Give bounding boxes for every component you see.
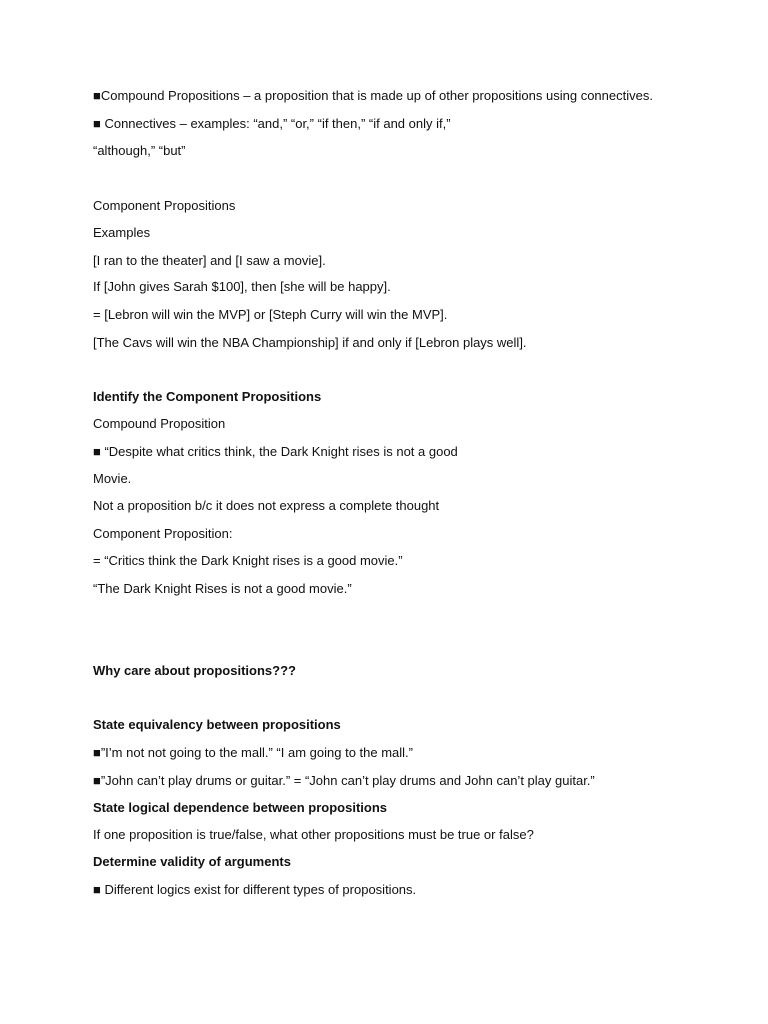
line-not-a-proposition: Not a proposition b/c it does not express a complete thought (93, 498, 440, 513)
line-example-mvp: = [Lebron will win the MVP] or [Steph Curry will win the MVP]. (93, 307, 448, 322)
line-identify-heading: Identify the Component Propositions (93, 389, 322, 404)
line-drums-guitar-example: ■”John can’t play drums or guitar.” = “John can’t play drums and John can’t play guitar.” (93, 773, 595, 788)
line-critics-think: = “Critics think the Dark Knight rises is a good movie.” (93, 553, 403, 568)
line-dark-knight-quote: ■ “Despite what critics think, the Dark Knight rises is not a good (93, 444, 458, 459)
line-component-propositions-heading: Component Propositions (93, 198, 236, 213)
line-movie: Movie. (93, 471, 132, 486)
line-different-logics: ■ Different logics exist for different types of propositions. (93, 882, 417, 897)
line-example-john-sarah: If [John gives Sarah $100], then [she will be happy]. (93, 279, 391, 294)
line-compound-propositions-definition: ■Compound Propositions – a proposition that is made up of other propositions using connectives. (93, 88, 653, 103)
line-connectives-continued: “although,” “but” (93, 143, 186, 158)
line-example-cavs: [The Cavs will win the NBA Championship] if and only if [Lebron plays well]. (93, 335, 527, 350)
line-dark-knight-not-good: “The Dark Knight Rises is not a good movie.” (93, 581, 352, 596)
line-why-care-heading: Why care about propositions??? (93, 663, 296, 678)
line-example-theater: [I ran to the theater] and [I saw a movie]. (93, 253, 326, 268)
line-mall-example: ■”I’m not not going to the mall.” “I am going to the mall.” (93, 745, 413, 760)
line-compound-proposition-label: Compound Proposition (93, 416, 226, 431)
line-true-false-question: If one proposition is true/false, what other propositions must be true or false? (93, 827, 534, 842)
line-connectives-examples: ■ Connectives – examples: “and,” “or,” “if then,” “if and only if,” (93, 116, 451, 131)
line-state-equivalency-heading: State equivalency between propositions (93, 717, 341, 732)
line-logical-dependence-heading: State logical dependence between propositions (93, 800, 387, 815)
line-validity-heading: Determine validity of arguments (93, 854, 291, 869)
line-component-proposition-label: Component Proposition: (93, 526, 233, 541)
line-examples-label: Examples (93, 225, 151, 240)
